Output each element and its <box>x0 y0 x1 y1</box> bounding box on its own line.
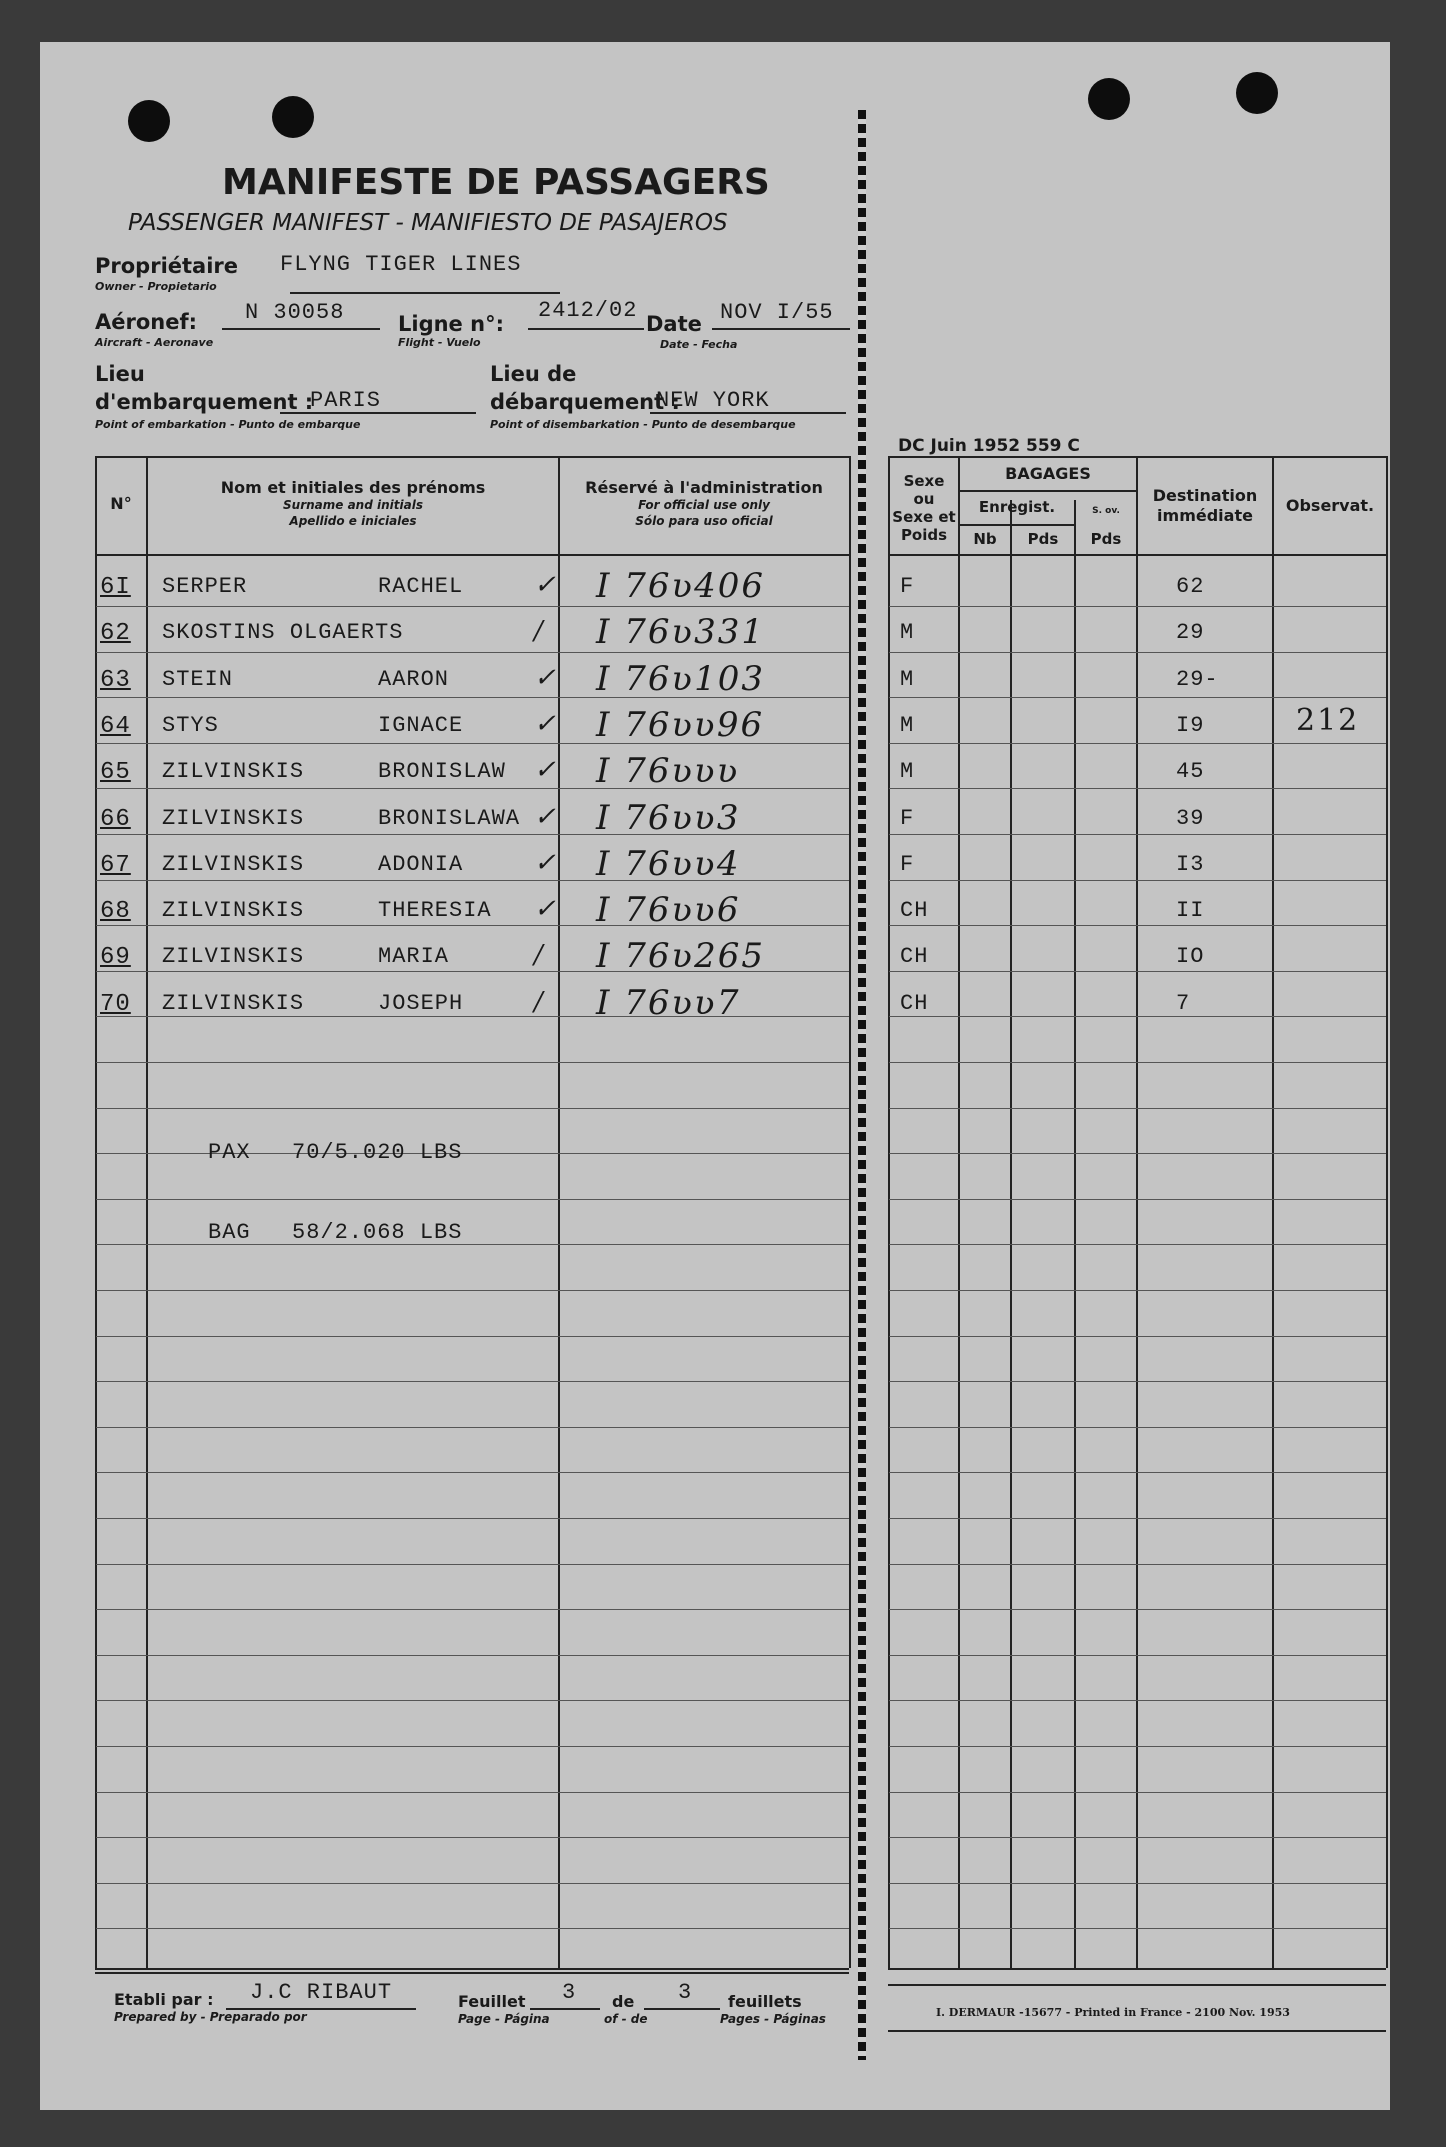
row-rule <box>96 1928 849 1929</box>
row-rule <box>889 1746 1386 1747</box>
col-border-sex-left <box>888 456 890 1968</box>
row-official-ref: I 76ʋʋʋ <box>596 751 740 791</box>
row-surname: ZILVINSKIS <box>162 944 305 969</box>
row-rule <box>889 697 1386 698</box>
row-surname: ZILVINSKIS <box>162 991 305 1016</box>
col-header-sex-4: Poids <box>900 526 948 544</box>
row-official-ref: I 76ʋ265 <box>596 936 766 976</box>
row-given-name: ADONIA <box>378 852 464 877</box>
flight-sublabel: Flight - Vuelo <box>398 336 481 349</box>
row-rule <box>96 1290 849 1291</box>
row-rule <box>889 1062 1386 1063</box>
row-surname: ZILVINSKIS <box>162 806 305 831</box>
col-header-name-sub1: Surname and initials <box>283 498 423 512</box>
manifest-subtitle: PASSENGER MANIFEST - MANIFIESTO DE PASAJEROS <box>128 210 728 236</box>
col-border-dest <box>1272 456 1274 1968</box>
row-rule <box>889 1336 1386 1337</box>
row-rule <box>889 652 1386 653</box>
form-code: DC Juin 1952 559 C <box>898 436 1080 456</box>
row-rule <box>889 1837 1386 1838</box>
row-rule <box>889 1016 1386 1017</box>
row-rule <box>889 1381 1386 1382</box>
row-rule <box>889 1792 1386 1793</box>
row-surname: ZILVINSKIS <box>162 759 305 784</box>
row-rule <box>96 1472 849 1473</box>
row-rule <box>96 1518 849 1519</box>
row-surname: STEIN <box>162 667 234 692</box>
row-number: 6I <box>100 574 131 601</box>
of-value: 3 <box>678 1980 693 2005</box>
sheet-underline <box>530 2008 600 2010</box>
col-header-pds: Pds <box>1027 530 1059 548</box>
row-number: 69 <box>100 944 131 971</box>
row-rule <box>96 1837 849 1838</box>
col-header-destination-2: immédiate <box>1157 506 1253 525</box>
of-sublabel: of - de <box>604 2012 648 2026</box>
owner-underline <box>290 292 560 294</box>
pax-value: 70/5.020 LBS <box>292 1140 463 1165</box>
sheet-value: 3 <box>562 1980 577 2005</box>
row-rule <box>889 971 1386 972</box>
row-rule <box>96 1199 849 1200</box>
row-official-ref: I 76ʋ103 <box>596 659 766 699</box>
registered-divider <box>958 524 1074 526</box>
row-check-mark: ✓ <box>534 848 558 878</box>
owner-label: Propriétaire <box>95 254 239 278</box>
row-rule <box>889 834 1386 835</box>
row-number: 65 <box>100 759 131 786</box>
row-rule <box>889 1655 1386 1656</box>
table-bottom-border-right <box>888 1968 1386 1970</box>
baggage-divider <box>958 490 1136 492</box>
col-header-name: Nom et initiales des prénoms <box>220 478 486 497</box>
col-header-baggage: BAGAGES <box>1005 464 1091 483</box>
col-header-observ: Observat. <box>1285 496 1375 515</box>
row-rule <box>889 1290 1386 1291</box>
col-header-reserved: Réservé à l'administration <box>585 478 823 497</box>
aircraft-underline <box>222 328 380 330</box>
row-given-name: BRONISLAWA <box>378 806 521 831</box>
row-official-ref: I 76ʋ331 <box>596 612 766 652</box>
row-check-mark: / <box>534 940 545 970</box>
row-rule <box>96 1883 849 1884</box>
row-number: 70 <box>100 991 131 1018</box>
col-header-registered: Enregist. <box>978 498 1056 516</box>
row-rule <box>96 1564 849 1565</box>
row-rule <box>889 1518 1386 1519</box>
col-header-destination-1: Destination <box>1152 486 1258 505</box>
printer-line-top <box>888 1984 1386 1986</box>
row-given-name: THERESIA <box>378 898 492 923</box>
bag-label: BAG <box>208 1220 251 1245</box>
col-border-right <box>1386 456 1388 1968</box>
embark-sublabel: Point of embarkation - Punto de embarque <box>95 418 361 431</box>
date-label: Date <box>646 312 702 336</box>
row-official-ref: I 76ʋʋ3 <box>596 798 741 838</box>
row-official-ref: I 76ʋ406 <box>596 566 766 606</box>
row-rule <box>889 1609 1386 1610</box>
prepared-value: J.C RIBAUT <box>250 1980 393 2005</box>
row-rule <box>889 925 1386 926</box>
row-official-ref: I 76ʋʋ6 <box>596 890 741 930</box>
punch-hole <box>1236 72 1278 114</box>
col-header-sex-3: Sexe et <box>892 508 956 526</box>
row-given-name: MARIA <box>378 944 450 969</box>
row-rule <box>889 1244 1386 1245</box>
row-destination: 39 <box>1176 806 1205 831</box>
disembark-label-line1: Lieu de <box>490 362 577 386</box>
col-border-sov <box>1136 456 1138 1968</box>
row-rule <box>96 1381 849 1382</box>
aircraft-value: N 30058 <box>245 300 345 325</box>
prepared-sublabel: Prepared by - Preparado por <box>114 2010 307 2024</box>
row-rule <box>889 1427 1386 1428</box>
prepared-underline <box>226 2008 416 2010</box>
row-destination: 45 <box>1176 759 1205 784</box>
row-number: 68 <box>100 898 131 925</box>
row-number: 64 <box>100 713 131 740</box>
row-destination: 7 <box>1176 991 1191 1016</box>
row-rule <box>889 606 1386 607</box>
row-sex: CH <box>900 991 929 1016</box>
row-rule <box>889 1883 1386 1884</box>
col-border-nb <box>1010 500 1012 1968</box>
embark-underline <box>280 412 476 414</box>
col-border-name <box>558 456 560 1968</box>
row-check-mark: ✓ <box>534 802 558 832</box>
row-surname: SERPER <box>162 574 248 599</box>
flight-label: Ligne n°: <box>398 312 504 336</box>
col-border-reserved <box>849 456 851 1968</box>
embark-label-line2: d'embarquement : <box>95 390 314 414</box>
row-rule <box>889 1108 1386 1109</box>
manifest-title: MANIFESTE DE PASSAGERS <box>222 162 770 203</box>
row-rule <box>889 1564 1386 1565</box>
row-rule <box>889 1153 1386 1154</box>
row-sex: M <box>900 759 915 784</box>
row-rule <box>889 743 1386 744</box>
row-check-mark: / <box>534 987 545 1017</box>
row-check-mark: ✓ <box>534 709 558 739</box>
punch-hole <box>1088 78 1130 120</box>
aircraft-sublabel: Aircraft - Aeronave <box>95 336 214 349</box>
row-sex: F <box>900 852 915 877</box>
row-official-ref: I 76ʋʋ96 <box>596 705 765 745</box>
col-border-no <box>146 456 148 1968</box>
date-sublabel: Date - Fecha <box>660 338 738 351</box>
row-rule <box>889 1700 1386 1701</box>
row-given-name: BRONISLAW <box>378 759 506 784</box>
row-sex: F <box>900 574 915 599</box>
row-official-ref: I 76ʋʋ7 <box>596 983 741 1023</box>
row-sex: CH <box>900 944 929 969</box>
col-border-left <box>95 456 97 1968</box>
row-number: 67 <box>100 852 131 879</box>
manifest-sheet <box>40 42 1390 2110</box>
row-sex: CH <box>900 898 929 923</box>
row-surname: ZILVINSKIS <box>162 852 305 877</box>
row-number: 66 <box>100 806 131 833</box>
col-header-no: N° <box>110 494 132 513</box>
row-given-name: RACHEL <box>378 574 464 599</box>
table-bottom-border <box>95 1968 849 1970</box>
row-sex: M <box>900 620 915 645</box>
row-rule <box>96 1108 849 1109</box>
disembark-sublabel: Point of disembarkation - Punto de desembarque <box>490 418 796 431</box>
sheet-label: Feuillet <box>458 1992 526 2011</box>
table-header-bottom <box>95 554 849 556</box>
sheets-sublabel: Pages - Páginas <box>720 2012 826 2026</box>
punch-hole <box>128 100 170 142</box>
row-check-mark: ✓ <box>534 894 558 924</box>
row-surname: ZILVINSKIS <box>162 898 305 923</box>
row-rule <box>889 880 1386 881</box>
row-given-name: IGNACE <box>378 713 464 738</box>
col-border-sex <box>958 456 960 1968</box>
row-sex: M <box>900 713 915 738</box>
embark-value: PARIS <box>310 388 382 413</box>
row-check-mark: ✓ <box>534 663 558 693</box>
table-top-border <box>95 456 849 458</box>
row-sex: M <box>900 667 915 692</box>
date-value: NOV I/55 <box>720 300 834 325</box>
row-sex: F <box>900 806 915 831</box>
row-rule <box>889 1472 1386 1473</box>
row-check-mark: / <box>534 616 545 646</box>
row-destination: 62 <box>1176 574 1205 599</box>
row-rule <box>889 1928 1386 1929</box>
col-header-reserved-sub2: Sólo para uso oficial <box>635 514 773 528</box>
row-destination: I9 <box>1176 713 1205 738</box>
sheet-sublabel: Page - Página <box>458 2012 550 2026</box>
row-rule <box>96 1427 849 1428</box>
row-surname: SKOSTINS OLGAERTS <box>162 620 404 645</box>
punch-hole <box>272 96 314 138</box>
flight-underline <box>528 328 644 330</box>
row-rule <box>96 1062 849 1063</box>
row-destination: 29- <box>1176 667 1219 692</box>
owner-sublabel: Owner - Propietario <box>95 280 217 293</box>
col-header-pds2: Pds <box>1090 530 1122 548</box>
col-header-nb: Nb <box>973 530 997 548</box>
row-destination: IO <box>1176 944 1205 969</box>
row-rule <box>96 1700 849 1701</box>
perforation-line <box>858 110 866 2060</box>
row-check-mark: ✓ <box>534 570 558 600</box>
disembark-underline <box>650 412 846 414</box>
row-given-name: JOSEPH <box>378 991 464 1016</box>
row-destination: 29 <box>1176 620 1205 645</box>
printer-imprint: I. DERMAUR -15677 - Printed in France - 2100 Nov. 1953 <box>936 2006 1290 2019</box>
row-destination: I3 <box>1176 852 1205 877</box>
pax-label: PAX <box>208 1140 251 1165</box>
row-rule <box>889 1199 1386 1200</box>
aircraft-label: Aéronef: <box>95 310 198 334</box>
of-label: de <box>612 1992 635 2011</box>
row-given-name: AARON <box>378 667 450 692</box>
row-number: 63 <box>100 667 131 694</box>
of-underline <box>644 2008 720 2010</box>
flight-value: 2412/02 <box>538 298 638 323</box>
bag-value: 58/2.068 LBS <box>292 1220 463 1245</box>
row-official-ref: I 76ʋʋ4 <box>596 844 741 884</box>
col-header-name-sub2: Apellido e iniciales <box>289 514 417 528</box>
row-rule <box>96 1792 849 1793</box>
col-header-sex-1: Sexe <box>903 472 945 490</box>
col-header-reserved-sub1: For official use only <box>638 498 770 512</box>
sheets-label: feuillets <box>728 1992 802 2011</box>
col-border-pds <box>1074 500 1076 1968</box>
printer-line-bottom <box>888 2030 1386 2032</box>
date-underline <box>712 328 850 330</box>
row-rule <box>96 606 849 607</box>
disembark-value: NEW YORK <box>656 388 770 413</box>
prepared-label: Etabli par : <box>114 1990 214 2009</box>
row-rule <box>96 652 849 653</box>
row-rule <box>96 1336 849 1337</box>
embark-label-line1: Lieu <box>95 362 145 386</box>
row-rule <box>96 1746 849 1747</box>
col-header-sov: S. ov. <box>1092 506 1120 516</box>
row-rule <box>889 788 1386 789</box>
owner-value: FLYNG TIGER LINES <box>280 252 522 277</box>
col-header-sex-2: ou <box>913 490 935 508</box>
row-rule <box>96 1655 849 1656</box>
row-check-mark: ✓ <box>534 755 558 785</box>
row-rule <box>96 1609 849 1610</box>
row-number: 62 <box>100 620 131 647</box>
footer-top-line <box>95 1972 849 1974</box>
row-surname: STYS <box>162 713 219 738</box>
row-observation: 212 <box>1296 703 1360 738</box>
disembark-label-line2: débarquement : <box>490 390 680 414</box>
row-destination: II <box>1176 898 1205 923</box>
